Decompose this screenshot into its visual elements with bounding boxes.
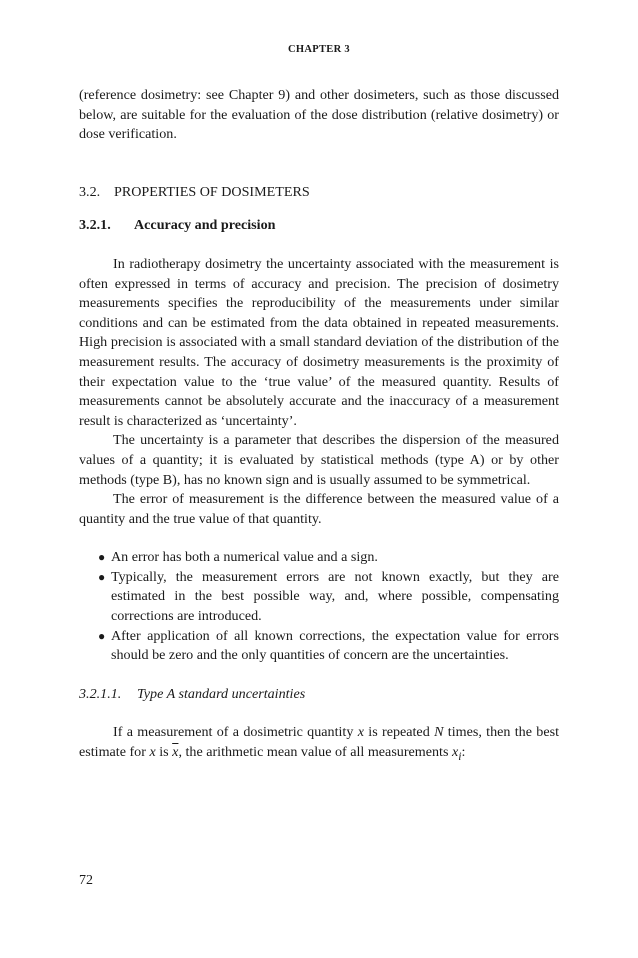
math-variable: N xyxy=(434,724,444,741)
subsubsection-number: 3.2.1.1. xyxy=(79,685,122,702)
math-variable: x xyxy=(357,724,364,741)
math-variable-mean: $\overline{x}$ xyxy=(172,744,179,761)
list-item xyxy=(79,627,559,666)
list-item xyxy=(79,548,559,568)
text-run: times, then the best estimate for xyxy=(79,724,559,761)
section-number: 3.2. xyxy=(79,183,101,200)
body-paragraph: The uncertainty is a parameter that describes the dispersion of the measured values of a quantity; it is evaluated by statistical methods (type A) or by other methods (type B), has no known sign and is usually assumed to be symmetrical. xyxy=(79,432,559,488)
list-item-text: After application of all known corrections, the expectation value for errors should be zero and the only quantities of concern are the uncertainties. xyxy=(111,627,559,664)
page-content xyxy=(79,86,559,766)
text-run: If a measurement of a dosimetric quantity xyxy=(113,724,358,741)
math-variable: x xyxy=(149,744,156,761)
text-run: is repeated xyxy=(363,724,435,741)
subsubsection-title: Type A standard uncertainties xyxy=(137,685,306,702)
running-head: CHAPTER 3 xyxy=(288,44,350,55)
body-paragraph: In radiotherapy dosimetry the uncertainty associated with the measurement is often expressed in terms of accuracy and precision. The precision of dosimetry measurements specifies the reproducibility of the measurements under similar conditions and can be estimated from the data obtained in repeated measurements. High precision is associated with a small standard deviation of the distribution of the measurement results. The accuracy of dosimetry measurements is the proximity of their expectation value to the ‘true value’ of the measured quantity. Results of measurements cannot be absolutely accurate and the inaccuracy of a measurement result is characterized as ‘uncertainty’. xyxy=(79,255,559,429)
text-run: is xyxy=(155,744,173,761)
final-paragraph xyxy=(79,723,559,766)
math-subscript: i xyxy=(458,749,462,763)
bullet-icon: ● xyxy=(98,628,106,643)
page-number: 72 xyxy=(79,873,93,888)
list-item-text: An error has both a numerical value and a sign. xyxy=(111,549,378,566)
intro-paragraph: (reference dosimetry: see Chapter 9) and other dosimeters, such as those discussed below, are suitable for the evaluation of the dose distribution (relative dosimetry) or dose verification. xyxy=(79,87,559,143)
bullet-icon: ● xyxy=(98,569,106,584)
bullet-list xyxy=(79,548,559,666)
subsubsection-heading xyxy=(79,685,559,705)
subsection-number: 3.2.1. xyxy=(79,217,111,234)
section-title: PROPERTIES OF DOSIMETERS xyxy=(114,183,310,200)
body-paragraph: The error of measurement is the difference between the measured value of a quantity and the true value of that quantity. xyxy=(79,491,559,527)
bullet-icon: ● xyxy=(98,550,106,565)
math-variable: x xyxy=(452,744,459,761)
text-run: : xyxy=(461,744,466,761)
list-item xyxy=(79,568,559,627)
section-heading xyxy=(79,183,559,203)
list-item-text: Typically, the measurement errors are not known exactly, but they are estimated in the best possible way, and, where possible, compensating corrections are introduced. xyxy=(111,568,559,625)
text-run: , the arithmetic mean value of all measurements xyxy=(178,744,452,761)
subsection-heading xyxy=(79,216,559,236)
subsection-title: Accuracy and precision xyxy=(134,217,276,234)
